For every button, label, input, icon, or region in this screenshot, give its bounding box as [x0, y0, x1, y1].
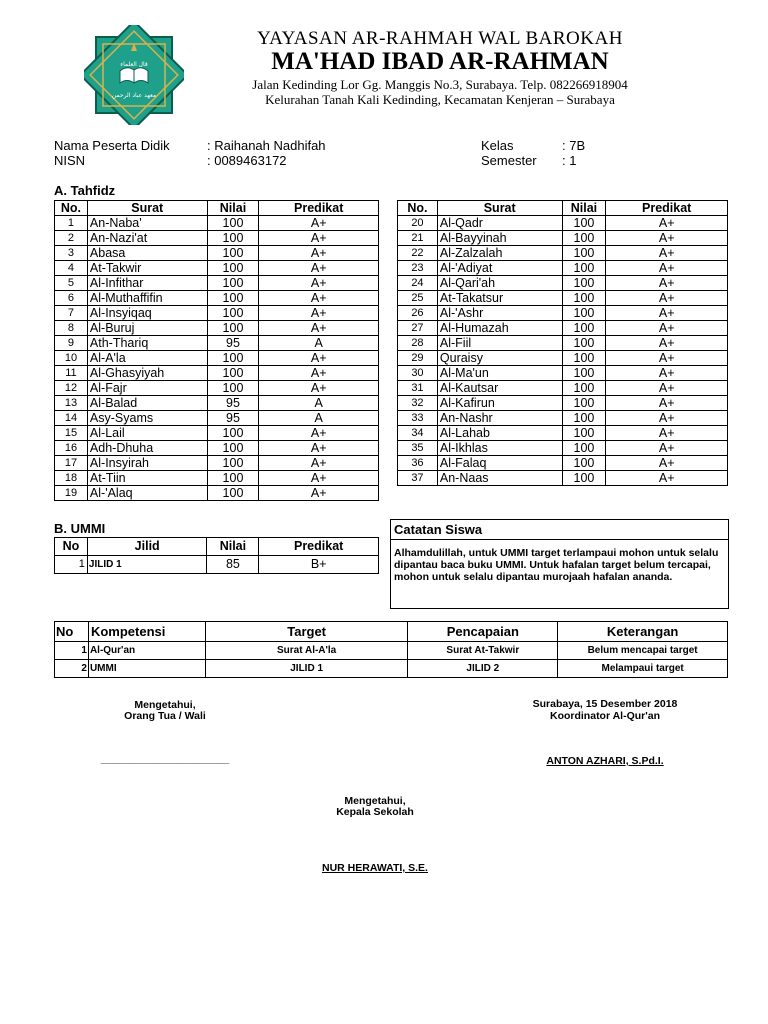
row-nilai: 100 [207, 366, 259, 381]
row-no: 8 [55, 321, 88, 336]
row-nilai: 95 [207, 336, 259, 351]
row-jilid: JILID 1 [87, 556, 207, 574]
row-predikat: A+ [606, 441, 728, 456]
row-surat: Al-Qadr [437, 216, 562, 231]
row-surat: Al-'Ashr [437, 306, 562, 321]
row-nilai: 100 [207, 231, 259, 246]
row-no: 25 [398, 291, 438, 306]
table-row [398, 336, 728, 351]
ummi-table [54, 537, 379, 574]
row-surat: Asy-Syams [87, 411, 207, 426]
row-predikat: A+ [606, 261, 728, 276]
row-predikat: A+ [606, 381, 728, 396]
parent-signature-role: Orang Tua / Wali [124, 710, 206, 722]
row-no: 2 [55, 231, 88, 246]
row-surat: Al-Fajr [87, 381, 207, 396]
table-row [398, 276, 728, 291]
row-predikat: A+ [259, 216, 379, 231]
nisn-value: : 0089463172 [207, 153, 287, 168]
school-address: Jalan Kedinding Lor Gg. Manggis No.3, Surabaya. Telp. 082266918904 [252, 77, 628, 92]
row-nilai: 100 [207, 471, 259, 486]
row-surat: Al-Kautsar [437, 381, 562, 396]
row-no: 26 [398, 306, 438, 321]
school-logo [84, 25, 184, 125]
column-header-target: Target [205, 622, 408, 642]
row-nilai: 100 [207, 381, 259, 396]
row-surat: At-Takwir [87, 261, 207, 276]
column-header-keterangan: Keterangan [558, 622, 728, 642]
column-header-surat: Surat [437, 201, 562, 216]
column-header-predikat: Predikat [606, 201, 728, 216]
row-predikat: A+ [259, 246, 379, 261]
row-predikat: A+ [259, 276, 379, 291]
row-no: 16 [55, 441, 88, 456]
signature-date: Surabaya, 15 Desember 2018 [532, 698, 678, 710]
row-nilai: 100 [562, 246, 606, 261]
row-no: 29 [398, 351, 438, 366]
coordinator-name: ANTON AZHARI, S.Pd.I. [546, 755, 664, 767]
row-no: 34 [398, 426, 438, 441]
row-predikat: A+ [259, 291, 379, 306]
row-no: 22 [398, 246, 438, 261]
row-nilai: 100 [562, 231, 606, 246]
table-row [398, 321, 728, 336]
row-surat: Al-Infithar [87, 276, 207, 291]
table-row [55, 396, 379, 411]
row-no: 11 [55, 366, 88, 381]
row-surat: Abasa [87, 246, 207, 261]
row-surat: Al-Lahab [437, 426, 562, 441]
row-surat: An-Nashr [437, 411, 562, 426]
row-no: 32 [398, 396, 438, 411]
row-keterangan: Melampaui target [558, 660, 728, 678]
table-row [398, 291, 728, 306]
column-header-pencapaian: Pencapaian [408, 622, 558, 642]
table-row [55, 276, 379, 291]
coordinator-role: Koordinator Al-Qur'an [549, 710, 661, 722]
row-predikat: A+ [259, 381, 379, 396]
table-row [55, 441, 379, 456]
row-no: 5 [55, 276, 88, 291]
row-predikat: A+ [606, 246, 728, 261]
table-row [55, 556, 379, 574]
row-nilai: 100 [207, 441, 259, 456]
row-surat: Al-Insyirah [87, 456, 207, 471]
table-row [55, 456, 379, 471]
row-target: JILID 1 [205, 660, 408, 678]
row-no: 23 [398, 261, 438, 276]
row-nilai: 100 [207, 351, 259, 366]
table-row [55, 381, 379, 396]
row-no: 33 [398, 411, 438, 426]
table-row [55, 216, 379, 231]
row-surat: Al-Qari'ah [437, 276, 562, 291]
row-no: 15 [55, 426, 88, 441]
table-row [398, 351, 728, 366]
row-nilai: 100 [562, 426, 606, 441]
row-kompetensi: Al-Qur'an [88, 642, 205, 660]
student-name-label: Nama Peserta Didik [54, 138, 170, 153]
table-row [398, 261, 728, 276]
row-predikat: A+ [259, 366, 379, 381]
row-no: 2 [55, 660, 89, 678]
row-surat: Al-Ikhlas [437, 441, 562, 456]
row-nilai: 100 [562, 261, 606, 276]
table-row [398, 216, 728, 231]
row-surat: Al-Humazah [437, 321, 562, 336]
table-row [55, 261, 379, 276]
row-surat: An-Naas [437, 471, 562, 486]
row-no: 36 [398, 456, 438, 471]
row-nilai: 100 [562, 216, 606, 231]
row-predikat: A+ [606, 471, 728, 486]
row-surat: Al-Fiil [437, 336, 562, 351]
row-surat: Al-Falaq [437, 456, 562, 471]
row-nilai: 100 [207, 291, 259, 306]
row-predikat: A+ [259, 486, 379, 501]
notes-text: Alhamdulillah, untuk UMMI target terlampaui mohon untuk selalu dipantau baca buku UMMI. Untuk hafalan target belum tercapai, mohon untuk selalu dipantau murojaah hafalan ananda. [394, 547, 719, 583]
row-predikat: A+ [259, 471, 379, 486]
row-no: 1 [55, 216, 88, 231]
table-row [55, 351, 379, 366]
row-no: 19 [55, 486, 88, 501]
row-surat: Al-Ghasyiyah [87, 366, 207, 381]
row-nilai: 100 [207, 276, 259, 291]
row-nilai: 100 [207, 306, 259, 321]
column-header-jilid: Jilid [87, 538, 207, 556]
row-predikat: A+ [259, 261, 379, 276]
row-surat: Al-A'la [87, 351, 207, 366]
row-no: 14 [55, 411, 88, 426]
row-surat: Al-Muthaffifin [87, 291, 207, 306]
row-no: 9 [55, 336, 88, 351]
row-no: 12 [55, 381, 88, 396]
tahfidz-section-title: A. Tahfidz [54, 183, 116, 198]
row-surat: At-Tiin [87, 471, 207, 486]
row-predikat: A+ [606, 276, 728, 291]
row-predikat: A+ [606, 306, 728, 321]
principal-role: Kepala Sekolah [336, 806, 414, 818]
row-nilai: 100 [562, 411, 606, 426]
row-predikat: A+ [606, 396, 728, 411]
row-no: 10 [55, 351, 88, 366]
row-surat: Al-'Adiyat [437, 261, 562, 276]
row-no: 7 [55, 306, 88, 321]
table-row [398, 456, 728, 471]
row-nilai: 100 [207, 456, 259, 471]
row-predikat: A+ [606, 291, 728, 306]
row-no: 35 [398, 441, 438, 456]
row-predikat: A+ [259, 441, 379, 456]
row-no: 37 [398, 471, 438, 486]
table-row [55, 291, 379, 306]
row-surat: An-Naba' [87, 216, 207, 231]
column-header-nilai: Nilai [207, 201, 259, 216]
table-row [55, 642, 728, 660]
row-no: 17 [55, 456, 88, 471]
row-pencapaian: Surat At-Takwir [408, 642, 558, 660]
table-row [398, 366, 728, 381]
row-predikat: A [259, 336, 379, 351]
table-row [55, 471, 379, 486]
table-row [398, 396, 728, 411]
row-no: 18 [55, 471, 88, 486]
row-no: 13 [55, 396, 88, 411]
column-header-no: No. [398, 201, 438, 216]
table-row [398, 246, 728, 261]
column-header-no: No. [55, 201, 88, 216]
table-row [398, 306, 728, 321]
class-value: : 7B [562, 138, 586, 153]
row-predikat: A+ [259, 231, 379, 246]
row-no: 31 [398, 381, 438, 396]
row-surat: Adh-Dhuha [87, 441, 207, 456]
row-predikat: A [259, 411, 379, 426]
row-nilai: 100 [207, 246, 259, 261]
column-header-nilai: Nilai [207, 538, 259, 556]
notes-title: Catatan Siswa [391, 520, 728, 540]
table-row [398, 471, 728, 486]
parent-signature-heading: Mengetahui, [134, 699, 196, 711]
table-row [398, 381, 728, 396]
row-surat: Al-Balad [87, 396, 207, 411]
row-predikat: A+ [606, 426, 728, 441]
row-no: 24 [398, 276, 438, 291]
table-row [55, 411, 379, 426]
column-header-no: No [55, 538, 88, 556]
table-row [55, 231, 379, 246]
column-header-predikat: Predikat [259, 538, 379, 556]
table-row [398, 231, 728, 246]
row-nilai: 100 [562, 276, 606, 291]
row-predikat: A+ [606, 351, 728, 366]
column-header-nilai: Nilai [562, 201, 606, 216]
row-surat: At-Takatsur [437, 291, 562, 306]
row-surat: Al-Zalzalah [437, 246, 562, 261]
student-notes-box [390, 519, 729, 609]
row-nilai: 95 [207, 411, 259, 426]
row-no: 6 [55, 291, 88, 306]
column-header-kompetensi: Kompetensi [88, 622, 205, 642]
class-label: Kelas [481, 138, 514, 153]
row-surat: Al-Buruj [87, 321, 207, 336]
column-header-no: No [55, 622, 89, 642]
row-predikat: A+ [606, 366, 728, 381]
row-no: 30 [398, 366, 438, 381]
row-predikat: A+ [606, 321, 728, 336]
foundation-name: YAYASAN AR-RAHMAH WAL BAROKAH [257, 28, 623, 49]
row-surat: Al-'Alaq [87, 486, 207, 501]
row-nilai: 100 [562, 336, 606, 351]
table-row [398, 411, 728, 426]
table-row [55, 486, 379, 501]
row-no: 1 [55, 642, 89, 660]
principal-name: NUR HERAWATI, S.E. [322, 862, 428, 874]
row-predikat: A+ [259, 456, 379, 471]
row-surat: Quraisy [437, 351, 562, 366]
row-predikat: B+ [259, 556, 379, 574]
row-nilai: 100 [562, 321, 606, 336]
row-predikat: A+ [606, 456, 728, 471]
row-nilai: 100 [562, 381, 606, 396]
row-no: 3 [55, 246, 88, 261]
table-row [398, 426, 728, 441]
table-row [55, 246, 379, 261]
row-nilai: 100 [562, 366, 606, 381]
row-surat: An-Nazi'at [87, 231, 207, 246]
row-predikat: A+ [606, 336, 728, 351]
row-predikat: A+ [606, 231, 728, 246]
row-predikat: A+ [259, 426, 379, 441]
nisn-label: NISN [54, 153, 86, 168]
row-predikat: A [259, 396, 379, 411]
tahfidz-table-right [397, 200, 728, 486]
student-name-value: : Raihanah Nadhifah [207, 138, 326, 153]
row-nilai: 100 [562, 456, 606, 471]
row-kompetensi: UMMI [88, 660, 205, 678]
parent-signature-line: ______________________ [100, 753, 230, 765]
row-predikat: A+ [606, 411, 728, 426]
row-nilai: 100 [562, 441, 606, 456]
row-nilai: 100 [562, 291, 606, 306]
row-surat: Al-Kafirun [437, 396, 562, 411]
table-row [55, 306, 379, 321]
row-nilai: 100 [562, 351, 606, 366]
row-predikat: A+ [606, 216, 728, 231]
row-no: 28 [398, 336, 438, 351]
svg-text:معهد عباد الرحمن: معهد عباد الرحمن [111, 92, 157, 99]
row-nilai: 100 [562, 396, 606, 411]
row-nilai: 100 [207, 261, 259, 276]
school-district: Kelurahan Tanah Kali Kedinding, Kecamatan Kenjeran – Surabaya [265, 92, 615, 107]
principal-signature-heading: Mengetahui, [344, 795, 406, 807]
row-target: Surat Al-A'la [205, 642, 408, 660]
row-no: 21 [398, 231, 438, 246]
school-name: MA'HAD IBAD AR-RAHMAN [271, 48, 609, 75]
table-row [55, 321, 379, 336]
ummi-section-title: B. UMMI [54, 521, 106, 536]
row-nilai: 100 [562, 471, 606, 486]
row-surat: Ath-Thariq [87, 336, 207, 351]
row-nilai: 100 [207, 321, 259, 336]
table-row [55, 366, 379, 381]
row-predikat: A+ [259, 351, 379, 366]
row-no: 1 [55, 556, 88, 574]
row-predikat: A+ [259, 306, 379, 321]
row-nilai: 95 [207, 396, 259, 411]
row-nilai: 100 [562, 306, 606, 321]
column-header-surat: Surat [87, 201, 207, 216]
table-row [55, 336, 379, 351]
column-header-predikat: Predikat [259, 201, 379, 216]
table-row [55, 660, 728, 678]
tahfidz-table-left [54, 200, 379, 501]
row-nilai: 100 [207, 426, 259, 441]
row-pencapaian: JILID 2 [408, 660, 558, 678]
row-surat: Al-Bayyinah [437, 231, 562, 246]
row-nilai: 85 [207, 556, 259, 574]
row-surat: Al-Ma'un [437, 366, 562, 381]
table-row [55, 426, 379, 441]
row-nilai: 100 [207, 216, 259, 231]
row-no: 20 [398, 216, 438, 231]
row-no: 4 [55, 261, 88, 276]
semester-value: : 1 [562, 153, 577, 168]
row-surat: Al-Insyiqaq [87, 306, 207, 321]
table-row [398, 441, 728, 456]
semester-label: Semester [481, 153, 537, 168]
svg-text:قال العلماء: قال العلماء [120, 61, 148, 68]
row-predikat: A+ [259, 321, 379, 336]
competency-table [54, 621, 728, 678]
row-no: 27 [398, 321, 438, 336]
row-nilai: 100 [207, 486, 259, 501]
row-surat: Al-Lail [87, 426, 207, 441]
row-keterangan: Belum mencapai target [558, 642, 728, 660]
